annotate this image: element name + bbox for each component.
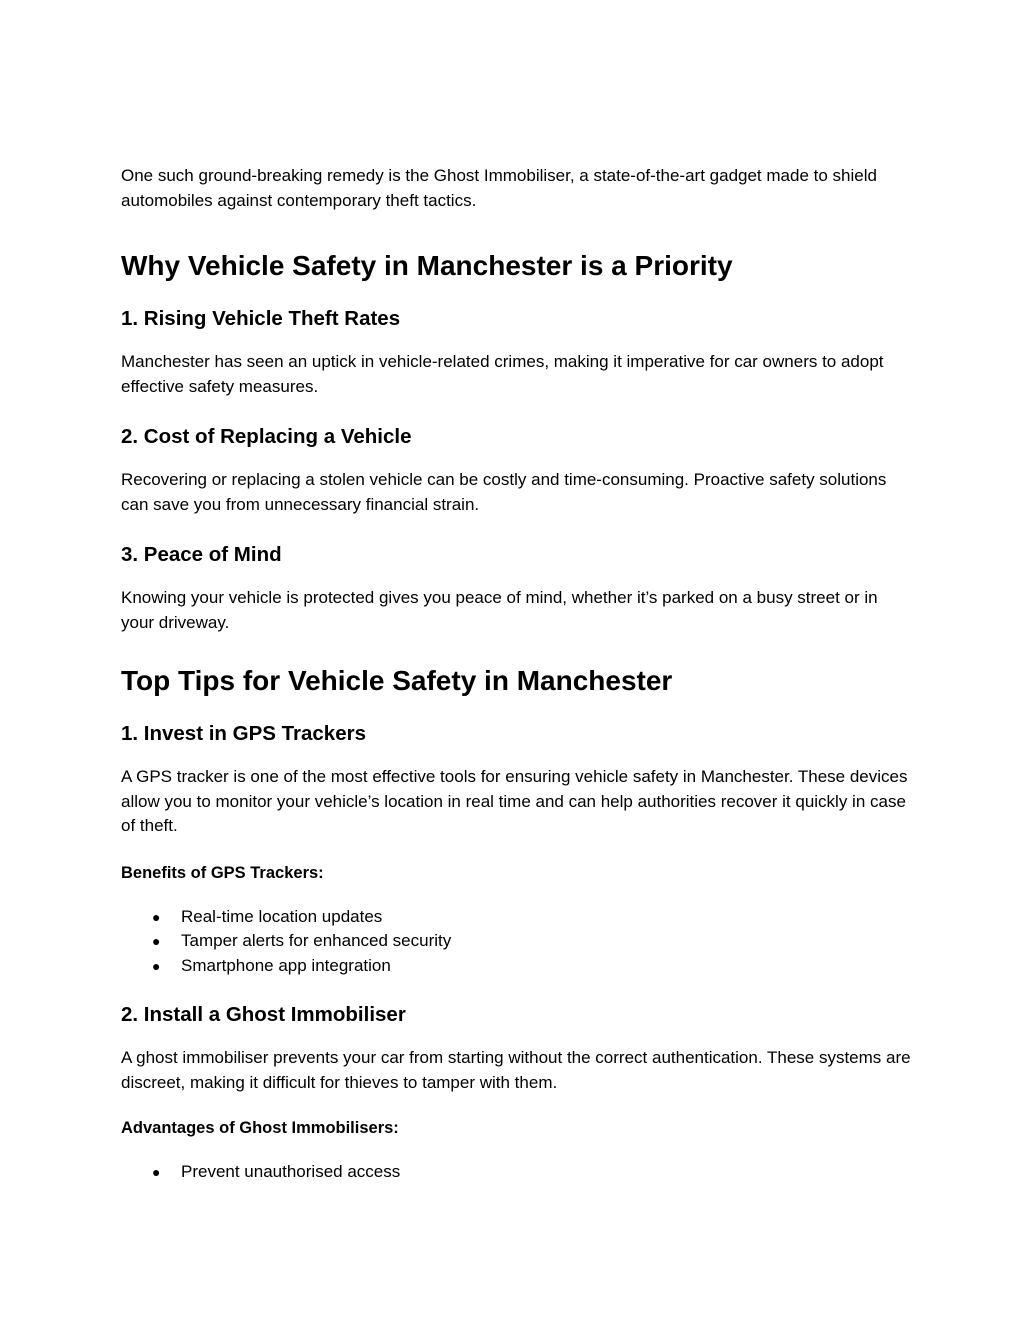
subheading-replacing-cost: 2. Cost of Replacing a Vehicle [121, 425, 412, 448]
benefits-label: Benefits of GPS Trackers: [121, 863, 324, 882]
benefits-list [121, 905, 911, 979]
paragraph-peace-of-mind: Knowing your vehicle is protected gives you peace of mind, whether it’s parked on a busy street or in your driveway. [121, 588, 878, 632]
paragraph-replacing-cost: Recovering or replacing a stolen vehicle can be costly and time-consuming. Proactive safety solutions can save you from unnecessary financial strain. [121, 470, 887, 514]
subheading-gps-trackers: 1. Invest in GPS Trackers [121, 722, 366, 745]
list-item [121, 954, 911, 979]
bullet-icon: ● [152, 1164, 161, 1180]
list-item [121, 929, 911, 954]
subheading-ghost-immobiliser: 2. Install a Ghost Immobiliser [121, 1003, 406, 1026]
paragraph-gps-trackers: A GPS tracker is one of the most effective tools for ensuring vehicle safety in Manchester. These devices allow you to monitor your vehicle’s location in real time and can help authorities recover it quickly in case of theft. [121, 767, 908, 835]
list-item-text: Prevent unauthorised access [181, 1162, 401, 1181]
bullet-icon: ● [152, 933, 161, 949]
advantages-list [121, 1160, 911, 1185]
list-item-text: Smartphone app integration [181, 955, 391, 975]
list-item [121, 905, 911, 930]
intro-paragraph: One such ground-breaking remedy is the Ghost Immobiliser, a state-of-the-art gadget made to shield automobiles against contemporary theft tactics. [121, 166, 877, 210]
subheading-theft-rates: 1. Rising Vehicle Theft Rates [121, 307, 401, 330]
list-item-text: Real-time location updates [181, 906, 383, 926]
document-page [121, 164, 911, 1185]
section-heading-priority: Why Vehicle Safety in Manchester is a Priority [121, 250, 733, 281]
bullet-icon: ● [152, 957, 161, 974]
bullet-icon: ● [152, 908, 161, 925]
paragraph-ghost-immobiliser: A ghost immobiliser prevents your car from starting without the correct authentication. These systems are discreet, making it difficult for thieves to tamper with them. [121, 1048, 911, 1092]
list-item [121, 1160, 911, 1185]
paragraph-theft-rates: Manchester has seen an uptick in vehicle-related crimes, making it imperative for car owners to adopt effective safety measures. [121, 352, 884, 396]
advantages-label: Advantages of Ghost Immobilisers: [121, 1119, 399, 1137]
section-heading-top-tips: Top Tips for Vehicle Safety in Manchester [121, 665, 673, 696]
list-item-text: Tamper alerts for enhanced security [181, 931, 452, 950]
subheading-peace-of-mind: 3. Peace of Mind [121, 543, 282, 566]
